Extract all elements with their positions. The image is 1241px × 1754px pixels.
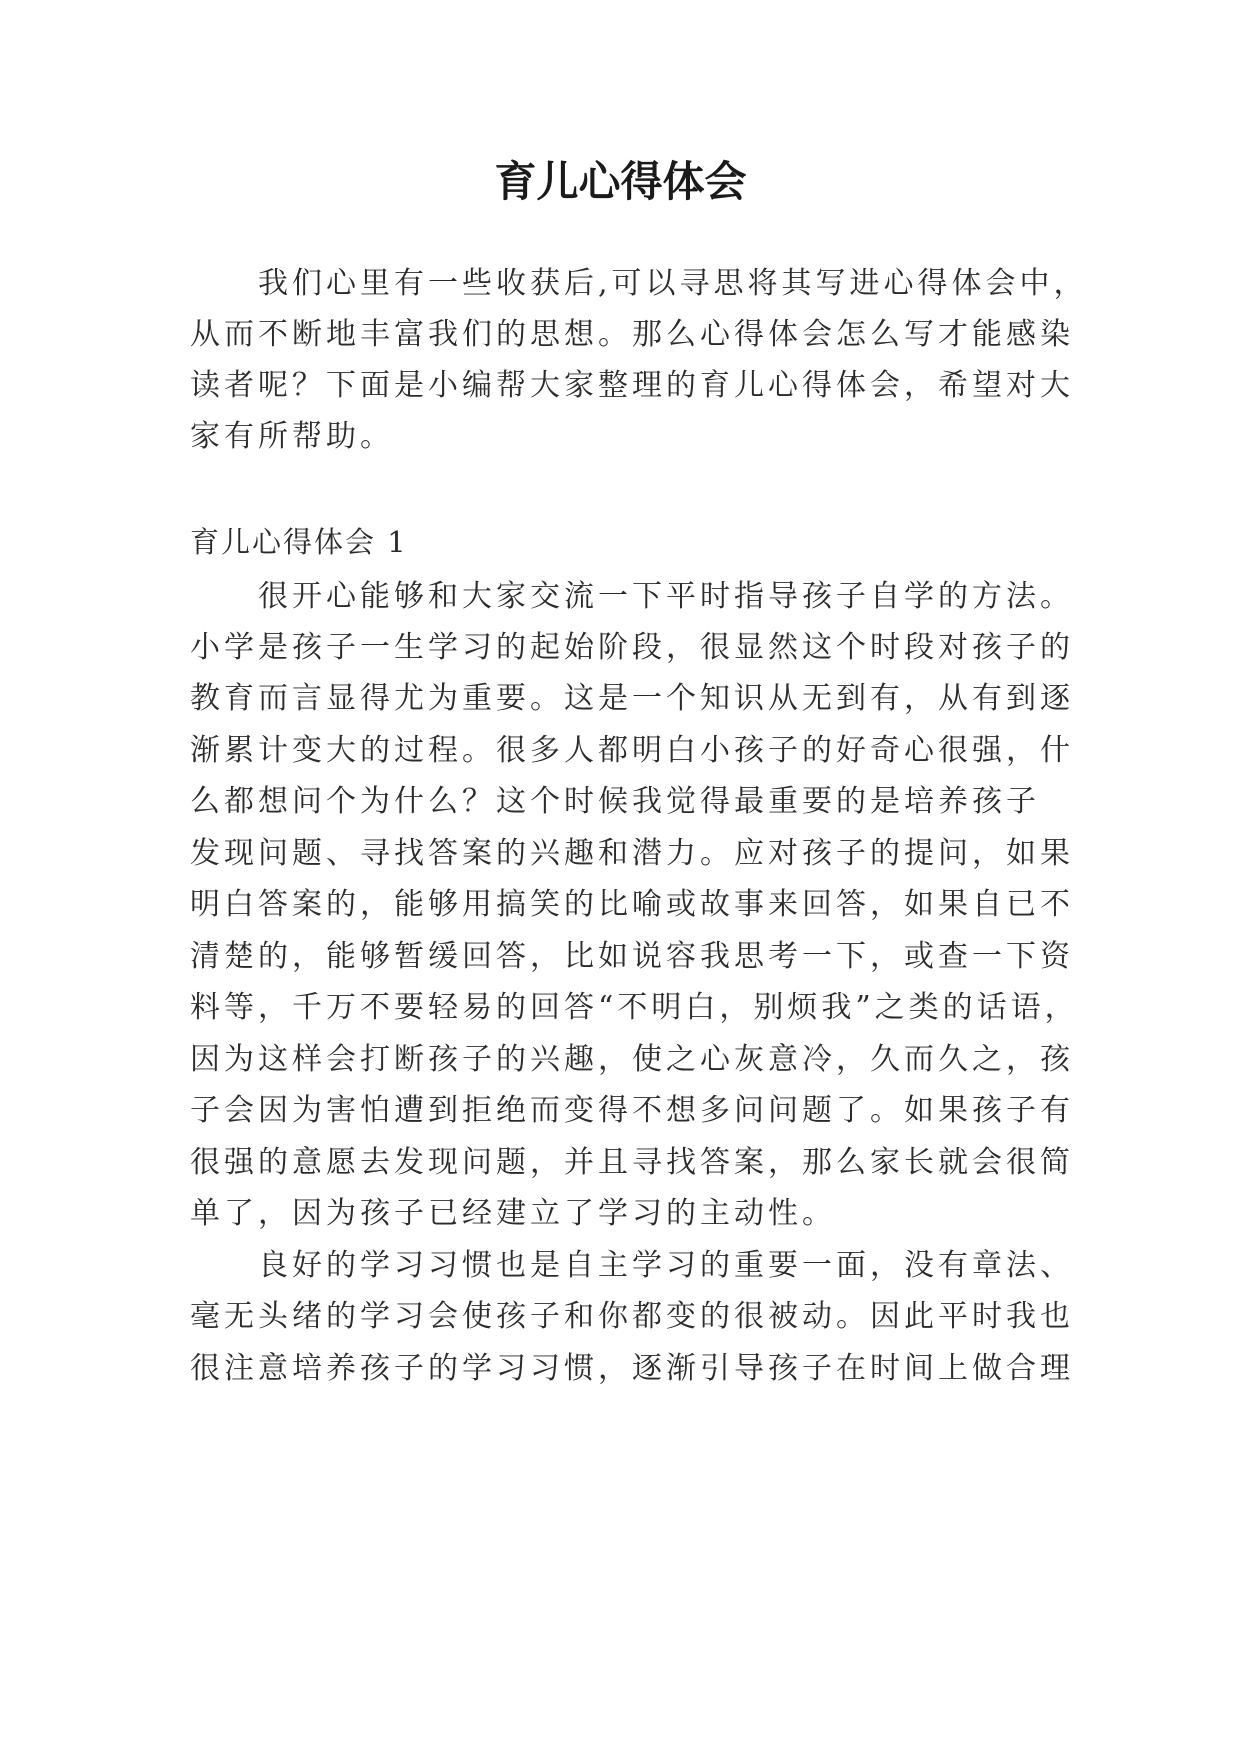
section-heading: 育儿心得体会 1 <box>190 525 408 559</box>
intro-line: 读者呢？下面是小编帮大家整理的育儿心得体会，希望对大 <box>190 368 1074 403</box>
intro-line: 我们心里有一些收获后,可以寻思将其写进心得体会中， <box>258 266 1088 301</box>
intro-line: 从而不断地丰富我们的思想。那么心得体会怎么写才能感染 <box>190 317 1074 352</box>
paragraph-line: 因为这样会打断孩子的兴趣，使之心灰意冷，久而久之，孩 <box>190 1042 1074 1077</box>
paragraph-line: 很开心能够和大家交流一下平时指导孩子自学的方法。 <box>258 579 1074 614</box>
document-title: 育儿心得体会 <box>494 157 747 206</box>
paragraph-line: 很强的意愿去发现问题，并且寻找答案，那么家长就会很简 <box>190 1145 1074 1180</box>
paragraph-line: 发现问题、寻找答案的兴趣和潜力。应对孩子的提问，如果 <box>190 836 1074 871</box>
paragraph-line: 清楚的，能够暂缓回答，比如说容我思考一下，或查一下资 <box>190 939 1074 974</box>
paragraph-line: 良好的学习习惯也是自主学习的重要一面，没有章法、 <box>258 1248 1074 1283</box>
paragraph-line: 小学是孩子一生学习的起始阶段，很显然这个时段对孩子的 <box>190 630 1074 665</box>
paragraph-line: 毫无头绪的学习会使孩子和你都变的很被动。因此平时我也 <box>190 1299 1074 1334</box>
paragraph-line: 么都想问个为什么？这个时候我觉得最重要的是培养孩子 <box>190 784 1040 819</box>
paragraph-line: 子会因为害怕遭到拒绝而变得不想多问问题了。如果孩子有 <box>190 1093 1074 1128</box>
paragraph-line: 很注意培养孩子的学习习惯，逐渐引导孩子在时间上做合理 <box>190 1351 1074 1386</box>
paragraph-line: 教育而言显得尤为重要。这是一个知识从无到有，从有到逐 <box>190 681 1074 716</box>
paragraph-line: 料等，千万不要轻易的回答“不明白，别烦我”之类的话语， <box>190 990 1079 1025</box>
paragraph-line: 渐累计变大的过程。很多人都明白小孩子的好奇心很强，什 <box>190 733 1074 768</box>
paragraph-line: 明白答案的，能够用搞笑的比喻或故事来回答，如果自已不 <box>190 887 1074 922</box>
intro-line: 家有所帮助。 <box>190 419 394 454</box>
paragraph-line: 单了，因为孩子已经建立了学习的主动性。 <box>190 1196 836 1231</box>
